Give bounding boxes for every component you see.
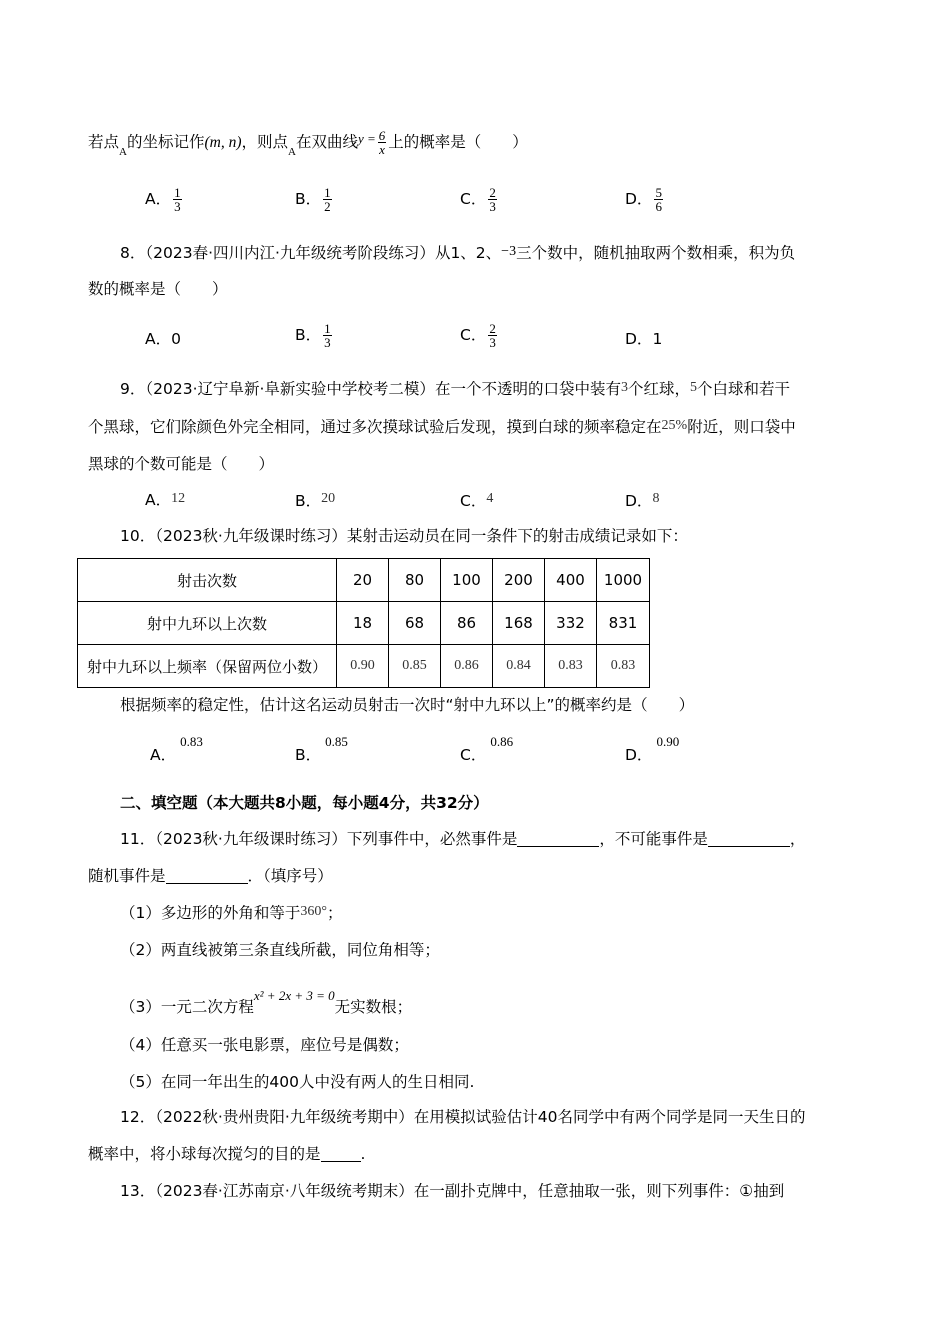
question-source: （2023秋·九年级课时练习） [155,830,347,848]
q10-line-2: 根据频率的稳定性，估计这名运动员射击一次时“射中九环以上”的概率约是（ ） [120,696,695,714]
point-label: A [288,146,296,158]
q11-item-4: （4）任意买一张电影票，座位号是偶数； [120,1036,409,1054]
table-cell: 0.84 [493,645,545,688]
question-source: （2022秋·贵州贵阳·九年级统考期中） [155,1108,414,1126]
q11-item-3: （3）一元二次方程$^{x^2 + 2x + 3 = 0}$无实数根； [120,988,413,1016]
table-row [78,559,650,602]
q13-line-1: 13．（2023春·江苏南京·八年级统考期末）在一副扑克牌中，任意抽取一张，则下列事件：①抽到 [120,1182,785,1200]
q10-line-1: 10．（2023秋·九年级课时练习）某射击运动员在同一条件下的射击成绩记录如下： [120,527,688,545]
answer-blank[interactable] [321,1145,361,1162]
q9-line-3: 黑球的个数可能是（ ） [88,455,275,473]
table-cell: 1000 [597,559,650,602]
q7-option-c[interactable]: C． $\frac{2}{3}$ [460,185,496,214]
q7-stem [88,128,528,163]
table-cell: 332 [545,602,597,645]
q10-option-b[interactable]: B．$^{0.85}$ [295,734,348,764]
q11-item-5: （5）在同一年出生的400人中没有两人的生日相同. [120,1073,475,1091]
question-number: 11． [120,830,156,848]
question-source: （2023春·江苏南京·八年级统考期末） [155,1182,414,1200]
q7-option-d[interactable]: D． $\frac{5}{6}$ [625,185,662,214]
table-cell: 20 [337,559,389,602]
table-row [78,602,650,645]
q9-line-1: 9．（2023·辽宁阜新·阜新实验中学校考二模）在一个不透明的口袋中装有3个红球，5个白球和若干 [120,380,790,398]
question-number: 10． [120,527,156,545]
math-value: −3 [501,244,517,259]
q7-text: 若点 [88,133,120,151]
q7-option-b[interactable]: B． $\frac{1}{2}$ [295,185,331,214]
q8-option-d[interactable]: D．1 [625,330,663,348]
question-source: （2023春·四川内江·九年级统考阶段练习） [145,244,435,262]
shooting-record-table [77,558,650,688]
question-source: （2023秋·九年级课时练习） [155,527,347,545]
q12-line-1: 12．（2022秋·贵州贵阳·九年级统考期中）在用模拟试验估计40名同学中有两个同学是同一天生日的 [120,1108,806,1126]
q7-text: 在双曲线 [295,133,358,151]
table-cell: 831 [597,602,650,645]
q8-line-2: 数的概率是（ ） [88,280,228,298]
answer-blank-1[interactable] [517,830,599,847]
coord-expr: (m, n) [204,134,242,151]
row-header: 射中九环以上次数 [78,602,337,645]
table-cell: 68 [389,602,441,645]
q9-option-b[interactable]: B．20 [295,491,336,510]
answer-blank-2[interactable] [708,830,790,847]
q8-option-c[interactable]: C． $\frac{2}{3}$ [460,321,496,350]
q10-option-d[interactable]: D．$^{0.90}$ [625,734,680,764]
table-cell: 400 [545,559,597,602]
q11-item-2: （2）两直线被第三条直线所截，同位角相等； [120,941,440,959]
q8-line-1: 8．（2023春·四川内江·九年级统考阶段练习）从1、2、−3三个数中，随机抽取两个数相乘，积为负 [120,244,796,262]
table-cell: 18 [337,602,389,645]
question-number: 9． [120,380,146,398]
answer-blank-3[interactable] [166,867,248,884]
row-header: 射中九环以上频率（保留两位小数） [78,645,337,688]
q9-option-d[interactable]: D．8 [625,491,660,510]
section-title: 二、填空题（本大题共8小题，每小题4分，共32分） [120,794,489,812]
table-cell: 80 [389,559,441,602]
hyperbola-y: y = [358,131,376,146]
question-number: 12． [120,1108,156,1126]
q7-text: ，则点 [241,133,289,151]
question-number: 8． [120,244,146,262]
q10-option-a[interactable]: A．$^{0.83}$ [150,734,203,764]
q7-text: 上的概率是（ ） [388,133,528,151]
q7-option-a[interactable]: A． $\frac{1}{3}$ [145,185,181,214]
q9-line-2: 个黑球，它们除颜色外完全相同，通过多次摸球试验后发现，摸到白球的频率稳定在25%附近，则口袋中 [88,418,796,436]
question-source: （2023·辽宁阜新·阜新实验中学校考二模） [145,380,435,398]
q11-item-1: （1）多边形的外角和等于360°； [120,904,343,922]
table-cell: 0.90 [337,645,389,688]
table-row [78,645,650,688]
q10-option-c[interactable]: C．$^{0.86}$ [460,734,514,764]
q8-option-b[interactable]: B． $\frac{1}{3}$ [295,321,331,350]
question-number: 13． [120,1182,156,1200]
q9-option-c[interactable]: C．4 [460,491,494,510]
table-cell: 200 [493,559,545,602]
table-cell: 168 [493,602,545,645]
q11-line-2: 随机事件是 ．（填序号） [88,867,333,885]
table-cell: 0.83 [597,645,650,688]
row-header: 射击次数 [78,559,337,602]
table-cell: 0.86 [441,645,493,688]
q8-option-a[interactable]: A．0 [145,330,181,348]
table-cell: 86 [441,602,493,645]
table-cell: 0.85 [389,645,441,688]
q7-text: 的坐标记作 [126,133,205,151]
table-cell: 100 [441,559,493,602]
q11-line-1: 11．（2023秋·九年级课时练习）下列事件中，必然事件是 ，不可能事件是 ， [120,830,806,848]
hyperbola-fraction: $\frac{6}{x}$ [378,128,386,157]
table-cell: 0.83 [545,645,597,688]
q9-option-a[interactable]: A．12 [145,491,186,509]
point-label: A [119,146,127,158]
q12-line-2: 概率中，将小球每次搅匀的目的是 . [88,1145,366,1163]
